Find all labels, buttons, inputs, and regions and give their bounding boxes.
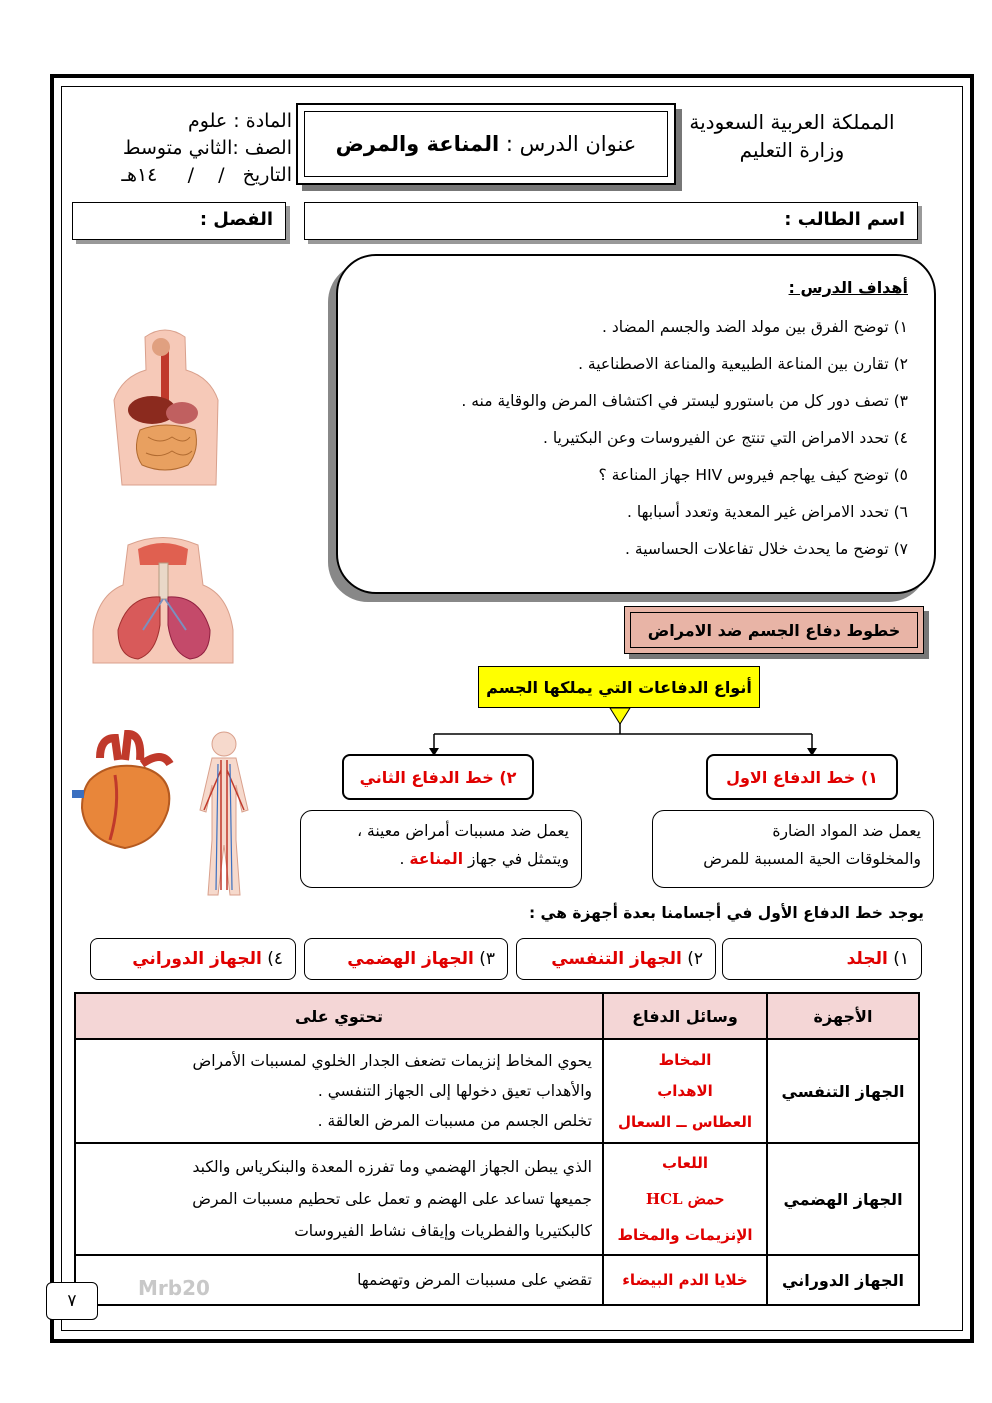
goal-item: ١) توضح الفرق بين مولد الضد والجسم المضاد . — [602, 318, 908, 336]
first-defense-line: ١) خط الدفاع الاول — [706, 754, 898, 800]
respiratory-system-illustration — [88, 535, 238, 665]
second-desc-end: . — [399, 850, 405, 868]
first-desc-line-2: والمخلوقات الحية المسببة للمرض — [703, 850, 921, 868]
defense-table — [74, 992, 920, 1306]
defense-section-title-text: خطوط دفاع الجسم ضد الامراض — [630, 612, 918, 648]
lesson-title-box — [296, 103, 676, 185]
defense-types-title: أنواع الدفاعات التي يملكها الجسم — [478, 666, 760, 708]
digestive-system-illustration — [100, 325, 230, 490]
class-field[interactable] — [72, 202, 286, 240]
means-item: الاهداب — [657, 1081, 713, 1100]
goal-item: ٥) توضح كيف يهاجم فيروس HIV جهاز المناعة ؟ — [598, 466, 908, 484]
goals-title: أهداف الدرس : — [788, 278, 908, 297]
desc-line: يحوي المخاط إنزيمات تضعف الجدار الخلوي لمسببات الأمراض — [192, 1052, 592, 1070]
student-name-field[interactable] — [304, 202, 918, 240]
student-name-label: اسم الطالب : — [784, 209, 905, 230]
lesson-title: المناعة والمرض — [335, 132, 500, 156]
desc-line: والأهداب تعيق دخولها إلى الجهاز التنفسي . — [317, 1082, 592, 1100]
table-header: وسائل الدفاع — [603, 993, 767, 1039]
ministry-text: وزارة التعليم — [739, 138, 845, 162]
flow-connectors — [420, 700, 820, 760]
means-item: المخاط — [658, 1050, 712, 1069]
defense-section-title — [624, 606, 924, 654]
table-row — [75, 1039, 919, 1143]
goal-item: ٣) تصف دور كل من باستورو ليستر في اكتشاف المرض والوقاية منه . — [461, 392, 908, 410]
table-row — [75, 1143, 919, 1255]
desc-line: الذي يبطن الجهاز الهضمي وما تفرزه المعدة والبنكرياس والكبد — [192, 1158, 592, 1176]
goal-item: ٤) تحدد الامراض التي تنتج عن الفيروسات وعن البكتيريا . — [542, 429, 908, 447]
subject-info — [72, 108, 292, 189]
immunity-keyword: المناعة — [409, 850, 464, 868]
system-skin — [722, 938, 922, 980]
first-desc-line-1: يعمل ضد المواد الضارة — [772, 822, 921, 840]
second-line-description — [300, 810, 582, 888]
page-number: ٧ — [46, 1282, 98, 1320]
heart-illustration — [70, 730, 180, 850]
subject-text: المادة : علوم — [188, 110, 292, 132]
desc-line: تقضي على مسببات المرض وتهضمها — [357, 1271, 592, 1289]
ministry-header — [662, 108, 922, 164]
date-text: التاريخ / / ١٤هـ — [121, 164, 292, 186]
second-desc-line-2: ويتمثل في جهاز — [468, 850, 569, 868]
table-cell-desc — [75, 1039, 603, 1143]
desc-line: تخلص الجسم من مسببات المرض العالقة . — [317, 1112, 592, 1130]
first-line-description — [652, 810, 934, 888]
second-defense-line: ٢) خط الدفاع الثاني — [342, 754, 534, 800]
system-respiratory — [516, 938, 716, 980]
grade-text: الصف :الثاني متوسط — [122, 137, 292, 159]
means-item: العطاس ــ السعال — [617, 1112, 753, 1131]
desc-line: كالبكتيريا والفطريات وإيقاف نشاط الفيروسات — [294, 1222, 592, 1240]
class-label: الفصل : — [199, 209, 273, 230]
system-name: الجهاز الدوراني — [132, 949, 262, 969]
system-name: الجهاز التنفسي — [551, 949, 682, 969]
system-digestive — [304, 938, 508, 980]
table-header: تحتوي على — [75, 993, 603, 1039]
table-cell-means — [603, 1143, 767, 1255]
table-header: الأجهزة — [767, 993, 919, 1039]
means-item: خلايا الدم البيضاء — [622, 1270, 748, 1289]
watermark: Mrb20 — [138, 1276, 210, 1300]
table-cell-system: الجهاز الهضمي — [767, 1143, 919, 1255]
system-num: ٢) — [687, 949, 703, 969]
circulatory-system-illustration — [188, 730, 260, 900]
table-cell-system: الجهاز الدوراني — [767, 1255, 919, 1305]
table-cell-system: الجهاز التنفسي — [767, 1039, 919, 1143]
table-cell-desc — [75, 1143, 603, 1255]
goal-item: ٢) تقارن بين المناعة الطبيعية والمناعة الاصطناعية . — [578, 355, 908, 373]
system-num: ٤) — [267, 949, 283, 969]
table-cell-means — [603, 1039, 767, 1143]
table-cell-means — [603, 1255, 767, 1305]
lesson-title-prefix: عنوان الدرس : — [505, 132, 637, 156]
system-num: ١) — [893, 949, 909, 969]
desc-line: جميعها تساعد على الهضم و تعمل على تحطيم مسببات المرض — [192, 1190, 592, 1208]
system-name: الجهاز الهضمي — [347, 949, 474, 969]
means-item: حمض HCL — [645, 1190, 725, 1208]
means-item: الإنزيمات والمخاط — [617, 1226, 753, 1244]
first-line-systems-title: يوجد خط الدفاع الأول في أجسامنا بعدة أجهزة هي : — [528, 904, 924, 922]
kingdom-text: المملكة العربية السعودية — [689, 110, 895, 134]
goal-item: ٦) تحدد الامراض غير المعدية وتعدد أسبابها . — [627, 503, 908, 521]
lesson-goals — [336, 254, 936, 594]
system-circulatory — [90, 938, 296, 980]
system-num: ٣) — [479, 949, 495, 969]
system-name: الجلد — [846, 949, 888, 969]
second-desc-line-1: يعمل ضد مسببات أمراض معينة ، — [357, 822, 569, 840]
table-header-row — [75, 993, 919, 1039]
goal-item: ٧) توضح ما يحدث خلال تفاعلات الحساسية . — [625, 540, 908, 558]
means-item: اللعاب — [661, 1154, 709, 1172]
